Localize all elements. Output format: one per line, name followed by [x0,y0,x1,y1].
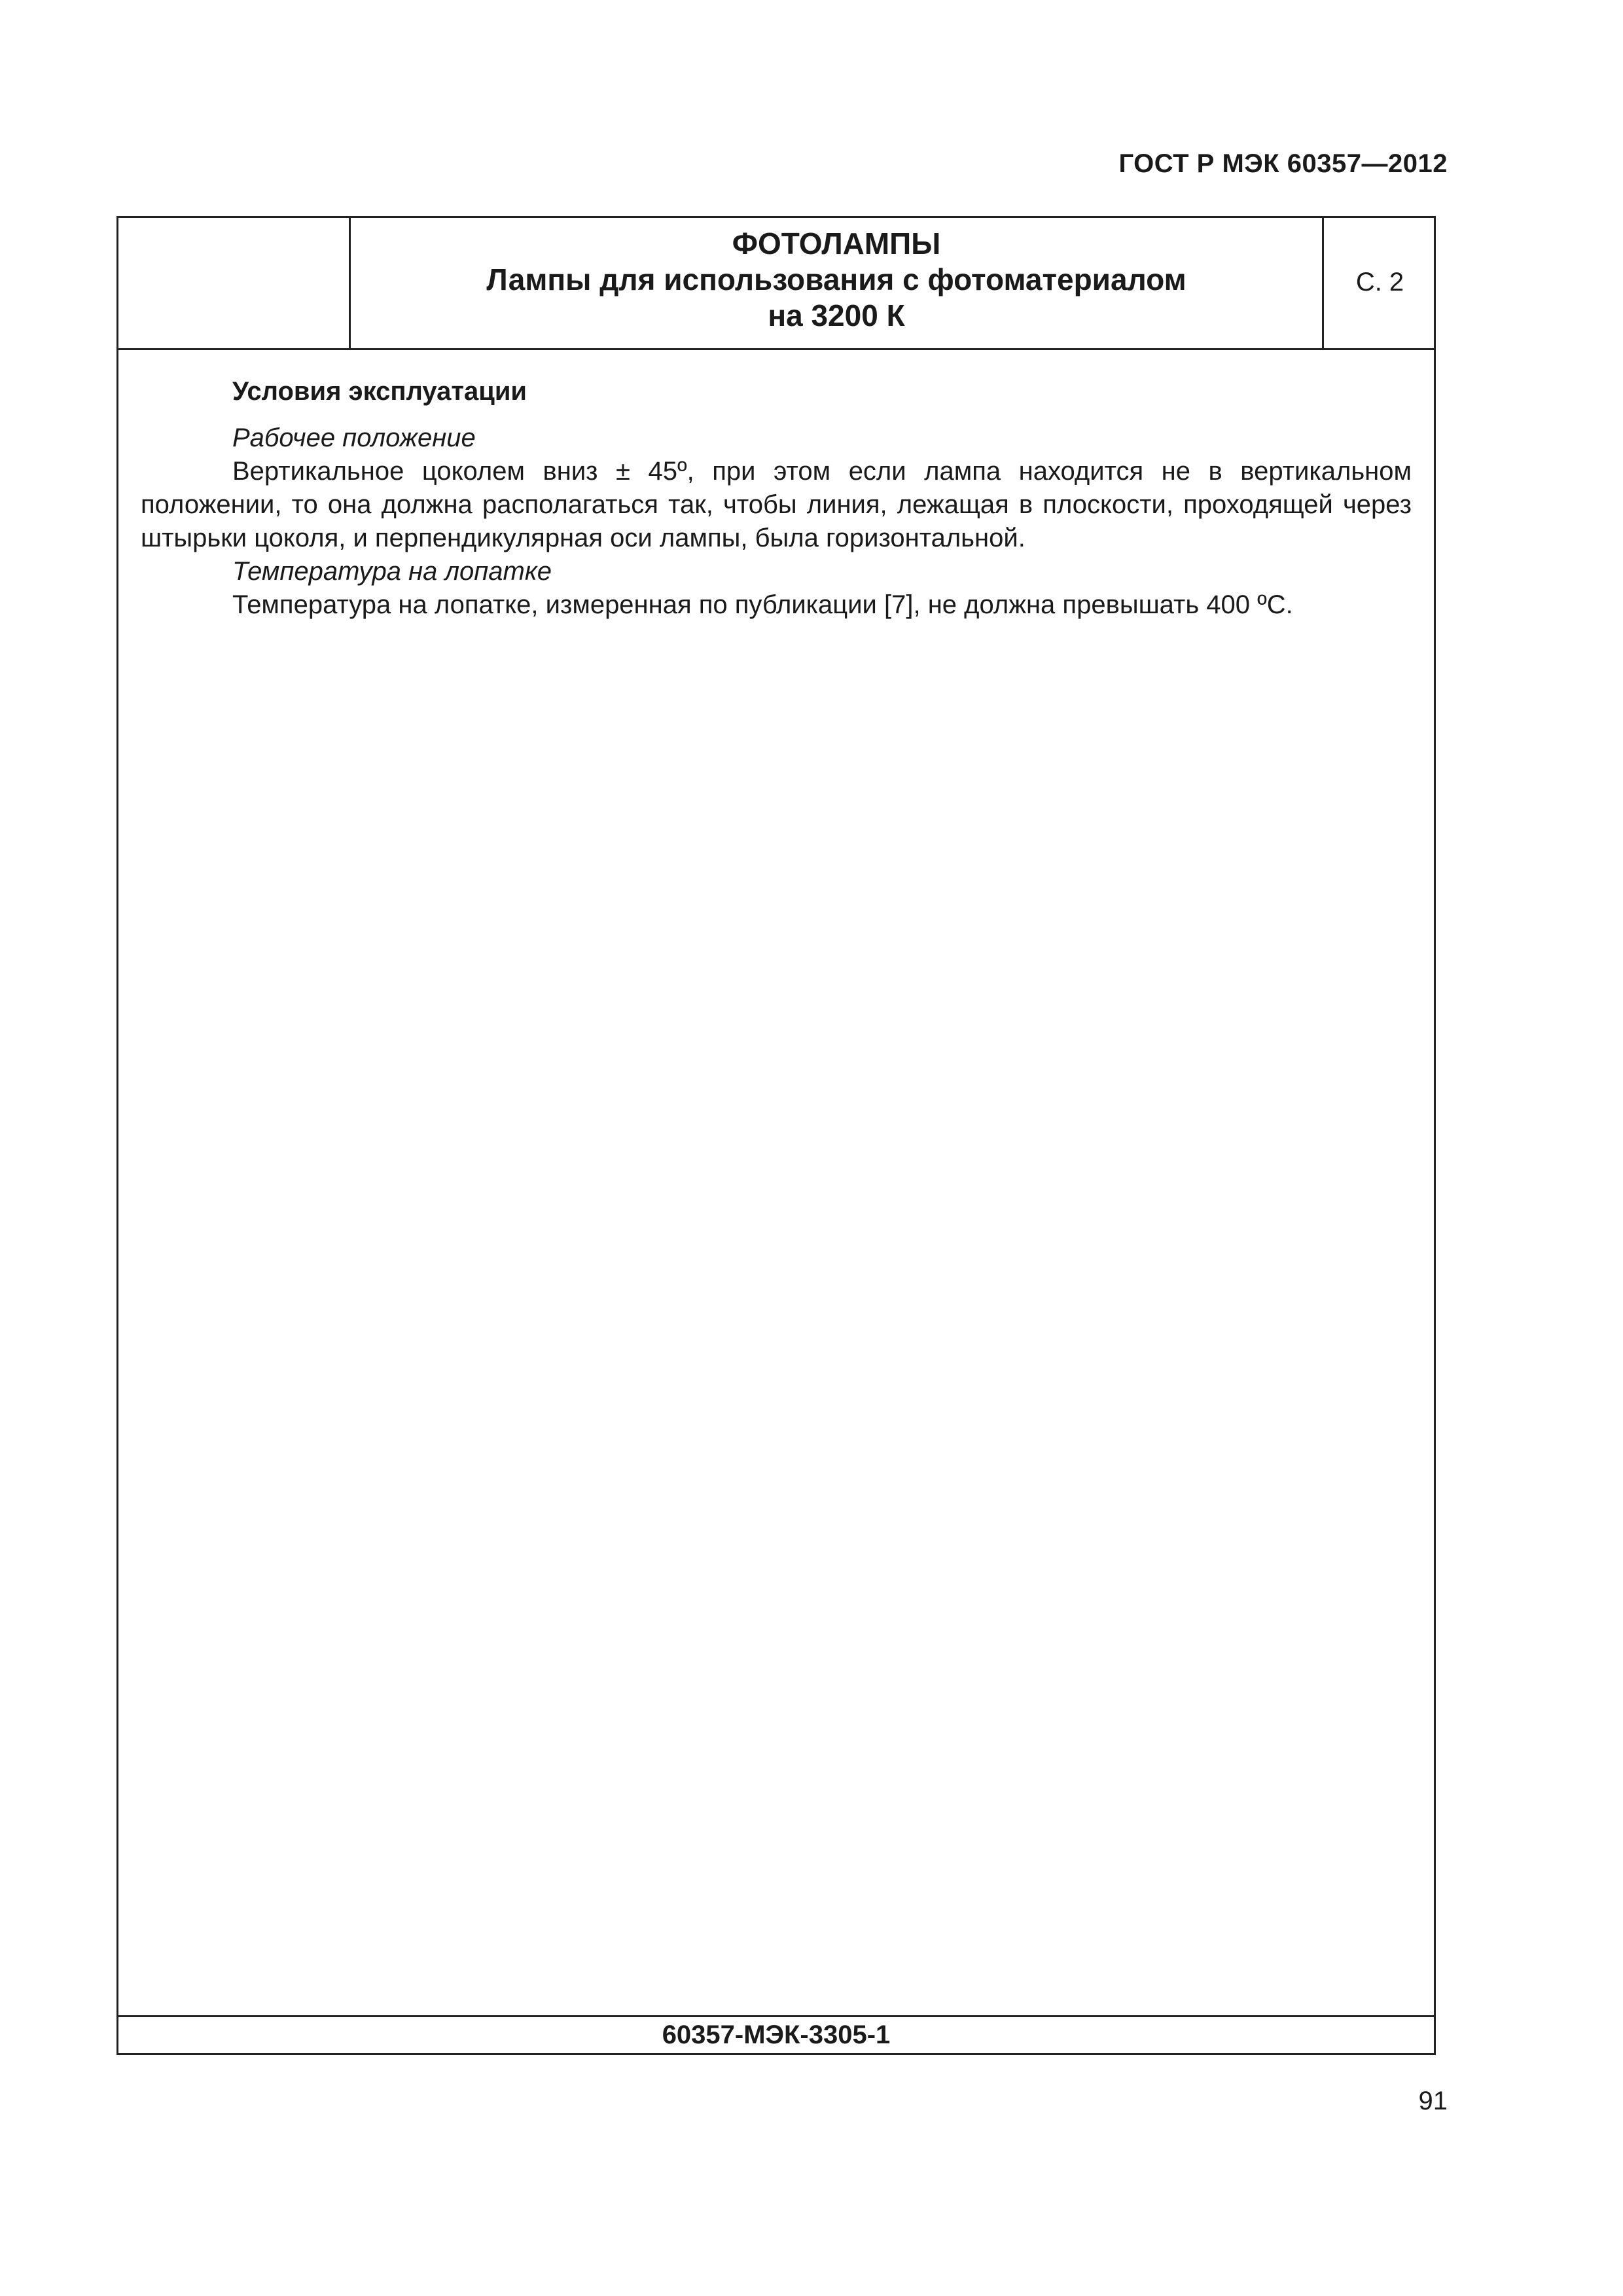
header-empty-cell [118,218,351,348]
sheet-content [118,350,1434,622]
data-sheet-frame [116,216,1436,2055]
sheet-code: 60357-МЭК-3305-1 [118,2015,1434,2053]
sheet-page-label: С. 2 [1355,268,1404,296]
title-line-2: Лампы для использования с фотоматериалом [486,262,1186,296]
page-number: 91 [1418,2087,1448,2115]
title-line-3: на 3200 К [768,298,905,332]
operating-position-label: Рабочее положение [232,423,476,452]
blade-temperature-label: Температура на лопатке [232,557,552,586]
standard-code: ГОСТ Р МЭК 60357—2012 [1118,149,1448,178]
operating-position-text: Вертикальное цоколем вниз ± 45º, при этом если лампа находится не в вертикальном положении, то она должна располагаться так, чтобы линия, лежащая в плоскости, проходящей через штырьки цоколя, и перпендикулярная оси лампы, была горизонтальной. [141,457,1412,552]
section-heading: Условия эксплуатации [232,377,527,406]
sheet-title [351,218,1324,348]
blade-temperature-text: Температура на лопатке, измеренная по публикации [7], не должна превышать 400 ºС. [232,590,1293,619]
title-line-1: ФОТОЛАМПЫ [732,226,941,260]
sheet-header [118,218,1434,350]
